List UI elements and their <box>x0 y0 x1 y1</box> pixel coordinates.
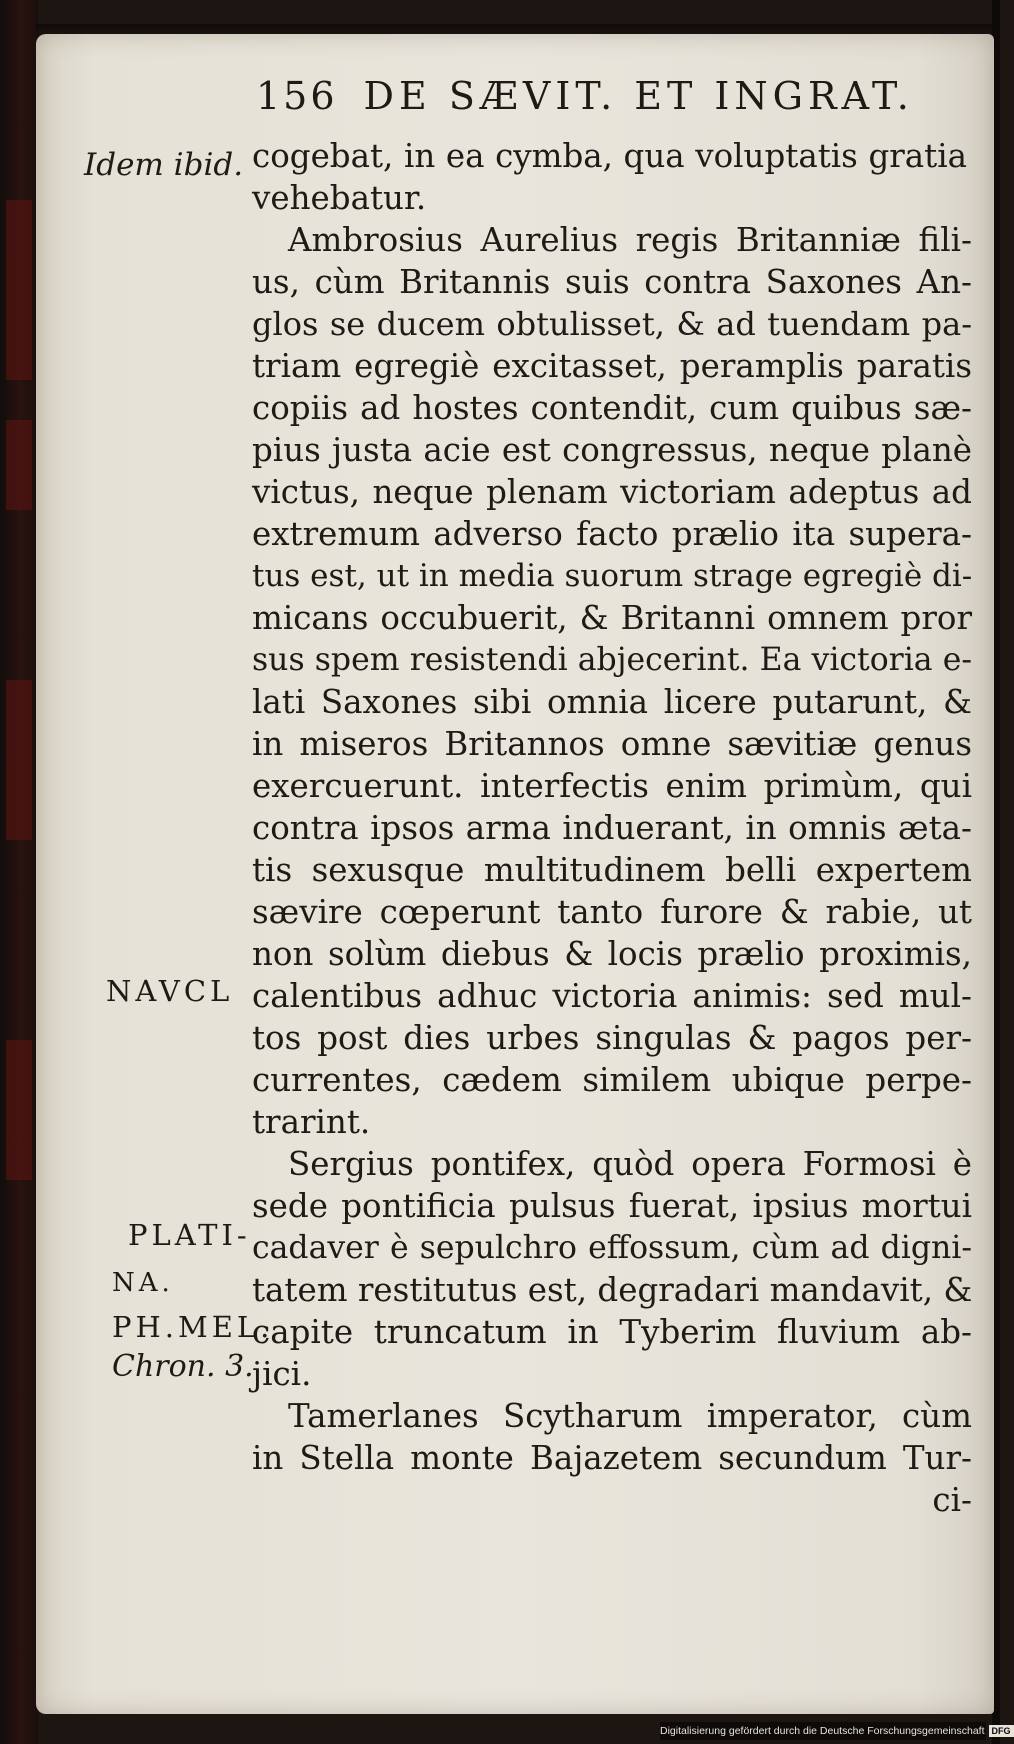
text-line: lati Saxones sibi omnia licere putarunt, & <box>252 683 972 721</box>
text-line: trarint. <box>252 1103 371 1141</box>
text-line: us, cùm Britannis suis contra Saxones An- <box>252 263 972 301</box>
text-line: cadaver è sepulchro effossum, cùm ad digni- <box>252 1230 972 1266</box>
text-line: currentes, cædem similem ubique perpe- <box>252 1061 972 1099</box>
text-line: tatem restitutus est, degradari mandavit, & <box>252 1271 973 1309</box>
running-header <box>256 74 956 118</box>
binding-cloth-patch <box>6 200 32 380</box>
text-line: non solùm diebus & locis prælio proximis, <box>252 935 972 973</box>
margin-note: PLATI- <box>128 1218 251 1252</box>
catchword: ci- <box>932 1481 972 1519</box>
text-line: contra ipsos arma induerant, in omnis æta- <box>252 809 972 847</box>
binding-cloth-patch <box>6 1040 32 1180</box>
text-line: pius justa acie est congressus, neque planè <box>252 431 972 469</box>
text-line: sævire cœperunt tanto furore & rabie, ut <box>252 893 972 931</box>
text-line: copiis ad hostes contendit, cum quibus sæ- <box>252 389 972 427</box>
binding-cloth-patch <box>6 680 32 840</box>
text-line: extremum adverso facto prælio ita supera- <box>252 515 972 553</box>
dfg-logo: DFG <box>989 1725 1014 1737</box>
text-line: capite truncatum in Tyberim fluvium ab- <box>252 1313 972 1351</box>
text-line: tos post dies urbes singulas & pagos per- <box>252 1019 972 1057</box>
text-line: victus, neque plenam victoriam adeptus ad <box>252 473 972 511</box>
text-line: in miseros Britannos omne sævitiæ genus <box>252 725 972 763</box>
margin-note: Chron. 3. <box>112 1349 254 1384</box>
text-line: in Stella monte Bajazetem secundum Tur- <box>252 1439 972 1477</box>
margin-note: NA. <box>112 1268 174 1298</box>
binding-cloth-patch <box>6 420 32 510</box>
text-line: Tamerlanes Scytharum imperator, cùm <box>288 1397 972 1435</box>
credit-text: Digitalisierung gefördert durch die Deutsche Forschungsgemeinschaft <box>660 1725 985 1737</box>
text-line: jici. <box>252 1355 312 1393</box>
text-line: calentibus adhuc victoria animis: sed mul- <box>252 977 972 1015</box>
text-line: sede pontificia pulsus fuerat, ipsius mortui <box>252 1187 972 1225</box>
text-line: tus est, ut in media suorum strage egregiè di- <box>252 558 973 594</box>
running-title: DE SÆVIT. ET INGRAT. <box>363 74 914 118</box>
text-line: micans occubuerit, & Britanni omnem pror <box>252 599 972 637</box>
margin-note: PH.MEL. <box>112 1310 274 1344</box>
text-line: vehebatur. <box>252 179 427 217</box>
text-line: cogebat, in ea cymba, qua voluptatis gratia <box>252 137 967 175</box>
book-binding-edge <box>0 0 38 1744</box>
page-number: 156 <box>256 74 338 118</box>
margin-note: Idem ibid. <box>84 147 244 183</box>
text-line: sus spem resistendi abjecerint. Ea victoria e- <box>252 642 972 678</box>
digitization-credit <box>660 1722 1011 1740</box>
text-line: tis sexusque multitudinem belli expertem <box>252 851 972 889</box>
text-line: Sergius pontifex, quòd opera Formosi è <box>288 1145 972 1183</box>
text-line: Ambrosius Aurelius regis Britanniæ fili- <box>288 221 972 259</box>
margin-note: NAVCL <box>106 974 234 1008</box>
text-line: exercuerunt. interfectis enim primùm, qui <box>252 767 972 805</box>
text-line: triam egregiè excitasset, peramplis paratis <box>252 347 972 385</box>
text-line: glos se ducem obtulisset, & ad tuendam pa- <box>252 305 972 343</box>
